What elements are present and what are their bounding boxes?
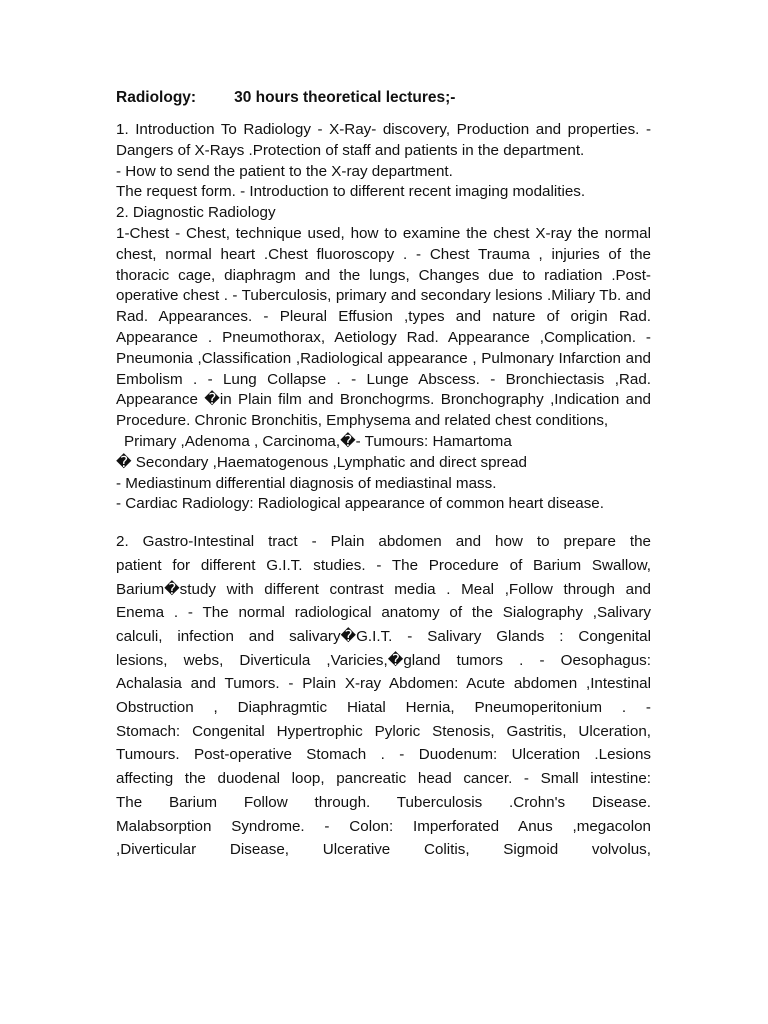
request-form-line: The request form. - Introduction to different recent imaging modalities. bbox=[116, 183, 586, 201]
section-gastro-intestinal bbox=[116, 530, 651, 862]
git-line: ,Diverticular Disease, Ulcerative Colitis, Sigmoid volvolus, bbox=[116, 841, 651, 859]
git-line: lesions, webs, Diverticula ,Varicies,�gland tumors . - Oesophagus: bbox=[116, 651, 651, 669]
document-heading bbox=[116, 88, 651, 108]
git-line: Tumours. Post-operative Stomach . - Duodenum: Ulceration .Lesions bbox=[116, 746, 651, 764]
chest-paragraph: 1-Chest - Chest, technique used, how to examine the chest X-ray the normal chest, normal heart .Chest fluoroscopy . - Chest Trauma , injuries of the thoracic cage, diaphragm and the lungs, Changes due to radiation .Post-operative chest . - Tuberculosis, primary and secondary lesions .Miliary Tb. and Rad. Appearances. - Pleural Effusion ,types and nature of origin Rad. Appearance . Pneumothorax, Aetiology Rad. Appearance ,Complication. - Pneumonia ,Classification ,Radiological appearance , Pulmonary Infarction and Embolism . - Lung Collapse . - Lunge Abscess. - Bronchiectasis ,Rad. Appearance �in Plain film and Bronchogrms. Bronchography ,Indication and Procedure. Chronic Bronchitis, Emphysema and related chest conditions, bbox=[116, 224, 651, 430]
git-line: Obstruction , Diaphragmtic Hiatal Hernia, Pneumoperitonium . - bbox=[116, 699, 651, 717]
tumours-line: Primary ,Adenoma , Carcinoma,�- Tumours: Hamartoma bbox=[124, 432, 512, 450]
mediastinum-line: - Mediastinum differential diagnosis of mediastinal mass. bbox=[116, 474, 497, 492]
git-line: Malabsorption Syndrome. - Colon: Imperforated Anus ,megacolon bbox=[116, 817, 651, 835]
git-line: patient for different G.I.T. studies. - The Procedure of Barium Swallow, bbox=[116, 556, 651, 574]
intro-paragraph: 1. Introduction To Radiology - X-Ray- discovery, Production and properties. - Dangers of X-Rays .Protection of staff and patients in the department. bbox=[116, 121, 651, 159]
git-line: Achalasia and Tumors. - Plain X-ray Abdomen: Acute abdomen ,Intestinal bbox=[116, 675, 651, 693]
git-line: Barium�study with different contrast media . Meal ,Follow through and bbox=[116, 580, 651, 598]
git-line: Enema . - The normal radiological anatomy of the Sialography ,Salivary bbox=[116, 604, 651, 622]
heading-subject: Radiology: bbox=[116, 89, 197, 106]
diagnostic-radiology-heading: 2. Diagnostic Radiology bbox=[116, 204, 276, 222]
send-patient-line: - How to send the patient to the X-ray department. bbox=[116, 162, 453, 180]
section-introduction bbox=[116, 120, 651, 515]
secondary-line: � Secondary ,Haematogenous ,Lymphatic and direct spread bbox=[116, 453, 527, 471]
git-line: The Barium Follow through. Tuberculosis .Crohn's Disease. bbox=[116, 793, 651, 811]
git-line: calculi, infection and salivary�G.I.T. - Salivary Glands : Congenital bbox=[116, 627, 651, 645]
git-line: Stomach: Congenital Hypertrophic Pyloric Stenosis, Gastritis, Ulceration, bbox=[116, 722, 651, 740]
git-line: affecting the duodenal loop, pancreatic head cancer. - Small intestine: bbox=[116, 770, 651, 788]
heading-title: 30 hours theoretical lectures;- bbox=[234, 89, 456, 106]
cardiac-radiology-line: - Cardiac Radiology: Radiological appearance of common heart disease. bbox=[116, 495, 604, 513]
document-page bbox=[116, 88, 651, 862]
git-line: 2. Gastro-Intestinal tract - Plain abdomen and how to prepare the bbox=[116, 533, 651, 551]
